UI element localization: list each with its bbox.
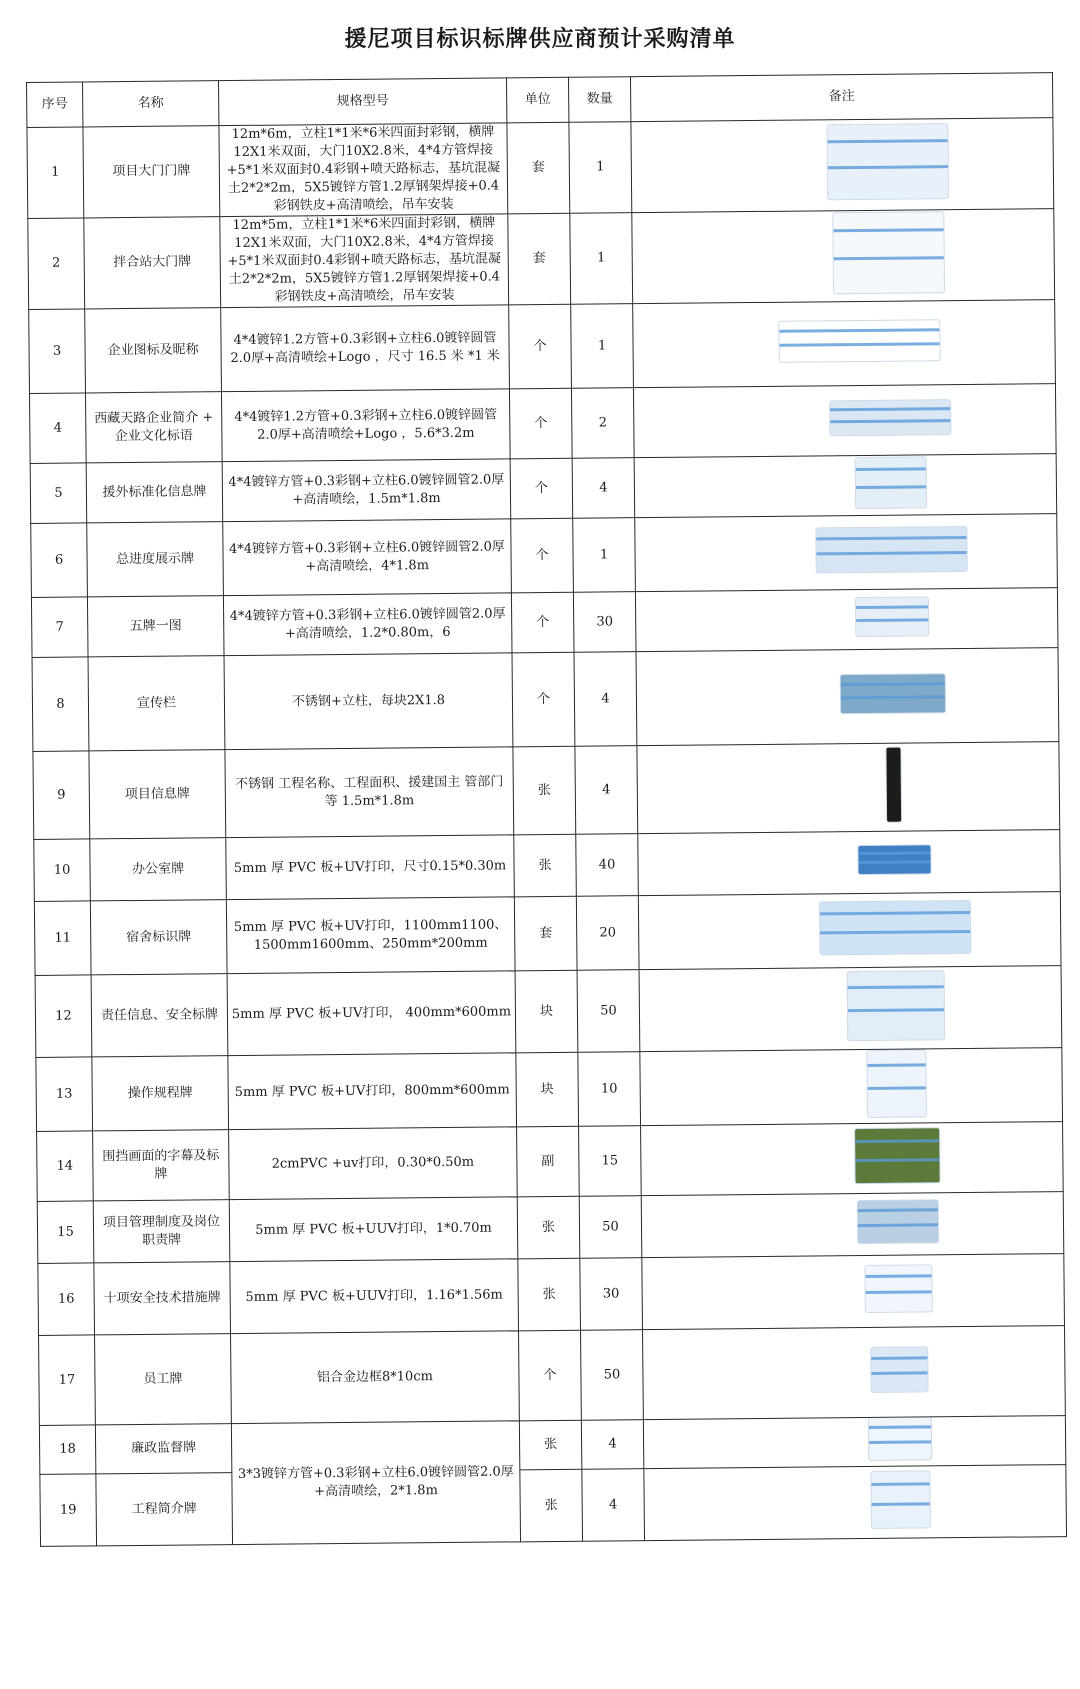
cell-note bbox=[636, 648, 1059, 746]
cell-no: 6 bbox=[31, 523, 88, 598]
cell-unit: 套 bbox=[507, 122, 570, 214]
cell-no: 14 bbox=[37, 1131, 94, 1202]
cell-no: 15 bbox=[37, 1201, 94, 1264]
cell-name: 西藏天路企业简介 + 企业文化标语 bbox=[85, 392, 222, 463]
cell-spec: 12m*6m，立柱1*1米*6米四面封彩钢，横牌12X1米双面，大门10X2.8米，4*4方管焊接+5*1米双面封0.4彩钢+喷天路标志，基坑混凝土2*2*2m，5X5镀锌方管1.2厚钢架焊接+0.4彩钢铁皮+高清喷绘，吊车安装 bbox=[219, 123, 508, 217]
cell-name: 十项安全技术措施牌 bbox=[94, 1262, 231, 1335]
office-sign bbox=[858, 845, 930, 874]
cell-note bbox=[642, 1254, 1065, 1330]
cell-name: 责任信息、安全标牌 bbox=[91, 974, 228, 1057]
table-row bbox=[36, 1048, 1063, 1132]
cell-spec: 5mm 厚 PVC 板+UUV打印，1*0.70m bbox=[229, 1197, 518, 1262]
cell-note bbox=[643, 1416, 1065, 1469]
cell-spec: 12m*5m，立柱1*1米*6米四面封彩钢，横牌12X1米双面，大门10X2.8米，4*4方管焊接+5*1米双面封0.4彩钢+喷天路标志，基坑混凝土2*2*2m，5X5镀锌方管1.2厚钢架焊接+0.4彩钢铁皮+高清喷绘，吊车安装 bbox=[220, 214, 509, 308]
cell-note bbox=[637, 742, 1060, 834]
header-no: 序号 bbox=[27, 82, 83, 128]
cell-note bbox=[635, 588, 1058, 652]
cell-qty: 50 bbox=[577, 970, 640, 1053]
table-row bbox=[29, 384, 1056, 464]
cell-unit: 套 bbox=[514, 896, 577, 971]
progress-board bbox=[816, 526, 966, 571]
cell-name: 办公室牌 bbox=[90, 838, 227, 901]
purchase-table bbox=[26, 72, 1067, 1547]
table-row bbox=[37, 1122, 1064, 1202]
cell-note bbox=[638, 892, 1061, 970]
cell-name: 围挡画面的字幕及标牌 bbox=[93, 1130, 230, 1201]
cell-qty: 4 bbox=[581, 1420, 643, 1470]
cell-note bbox=[635, 514, 1058, 592]
five-boards-one-map bbox=[855, 597, 927, 636]
table-row bbox=[40, 1465, 1067, 1547]
cell-name: 项目管理制度及岗位职责牌 bbox=[93, 1200, 230, 1263]
cell-no: 16 bbox=[38, 1263, 95, 1336]
cell-qty: 4 bbox=[582, 1469, 645, 1542]
cell-qty: 20 bbox=[576, 896, 639, 971]
cell-no: 10 bbox=[34, 839, 91, 902]
cell-note bbox=[633, 384, 1056, 458]
cell-qty: 4 bbox=[572, 458, 635, 519]
cell-spec: 3*3镀锌方管+0.3彩钢+立柱6.0镀锌圆管2.0厚+高清喷绘，2*1.8m bbox=[231, 1421, 520, 1545]
safety-sign bbox=[847, 971, 944, 1040]
cell-spec: 5mm 厚 PVC 板+UV打印，1100mm1100、1500mm1600mm、250mm*200mm bbox=[226, 897, 515, 974]
hoarding-photo bbox=[855, 1128, 940, 1183]
cell-note bbox=[638, 830, 1061, 896]
cell-spec: 4*4镀锌方管+0.3彩钢+立柱6.0镀锌圆管2.0厚+高清喷绘，4*1.8m bbox=[223, 519, 512, 596]
cell-unit: 块 bbox=[516, 1052, 579, 1127]
cell-qty: 10 bbox=[578, 1052, 641, 1127]
cell-no: 7 bbox=[31, 597, 88, 658]
table-row bbox=[34, 830, 1061, 902]
cell-unit: 个 bbox=[511, 592, 574, 653]
cell-unit: 张 bbox=[519, 1420, 581, 1470]
table-row bbox=[38, 1254, 1065, 1336]
cell-name: 项目大门门牌 bbox=[83, 126, 220, 218]
cell-name: 操作规程牌 bbox=[92, 1056, 229, 1131]
cell-note bbox=[641, 1122, 1064, 1196]
cell-qty: 30 bbox=[580, 1258, 643, 1331]
cell-unit: 张 bbox=[518, 1258, 581, 1331]
cell-note bbox=[632, 209, 1055, 304]
cell-spec: 4*4镀锌方管+0.3彩钢+立柱6.0镀锌圆管2.0厚+高清喷绘，1.2*0.80m，6 bbox=[223, 593, 512, 656]
table-row bbox=[27, 118, 1054, 219]
cell-no: 8 bbox=[32, 657, 89, 752]
project-info-sign bbox=[886, 747, 901, 821]
cell-name: 廉政监督牌 bbox=[95, 1424, 231, 1474]
header-spec: 规格型号 bbox=[218, 78, 506, 126]
table-row bbox=[37, 1192, 1064, 1264]
cell-no: 12 bbox=[35, 975, 92, 1058]
table-row bbox=[31, 514, 1058, 598]
cell-name: 员工牌 bbox=[95, 1334, 232, 1425]
employee-badge bbox=[871, 1347, 927, 1392]
info-board-photo bbox=[855, 457, 925, 508]
cell-spec: 5mm 厚 PVC 板+UV打印，800mm*600mm bbox=[228, 1053, 517, 1130]
cell-name: 援外标准化信息牌 bbox=[86, 462, 223, 523]
cell-spec: 4*4镀锌1.2方管+0.3彩钢+立柱6.0镀锌圆管2.0厚+高清喷绘+Logo ，尺寸 16.5 米 *1 米 bbox=[221, 305, 510, 392]
gate-sign-photo bbox=[827, 124, 948, 199]
cell-name: 工程简介牌 bbox=[96, 1473, 233, 1546]
cell-no: 18 bbox=[39, 1425, 95, 1475]
cell-note bbox=[634, 454, 1057, 518]
cell-note bbox=[633, 300, 1056, 388]
cell-spec: 4*4镀锌1.2方管+0.3彩钢+立柱6.0镀锌圆管2.0厚+高清喷绘+Logo ，5.6*3.2m bbox=[221, 389, 510, 462]
cell-no: 11 bbox=[34, 901, 91, 976]
cell-note bbox=[640, 1048, 1063, 1126]
table-row bbox=[30, 454, 1057, 524]
table-row bbox=[32, 648, 1059, 752]
cell-no: 13 bbox=[36, 1057, 93, 1132]
header-unit: 单位 bbox=[506, 77, 568, 123]
table-row bbox=[35, 966, 1062, 1058]
cell-no: 2 bbox=[28, 218, 85, 310]
publicity-board bbox=[840, 674, 944, 713]
safety-measures-board bbox=[865, 1265, 931, 1312]
cell-name: 总进度展示牌 bbox=[87, 522, 224, 597]
header-note: 备注 bbox=[630, 73, 1052, 122]
cell-unit: 套 bbox=[508, 213, 571, 305]
cell-qty: 40 bbox=[576, 834, 639, 897]
cell-spec: 5mm 厚 PVC 板+UV打印， 400mm*600mm bbox=[227, 971, 516, 1056]
cell-spec: 4*4镀锌方管+0.3彩钢+立柱6.0镀锌圆管2.0厚+高清喷绘，1.5m*1.8m bbox=[222, 459, 511, 522]
cell-spec: 不锈钢+立柱，每块2X1.8 bbox=[224, 653, 513, 750]
cell-spec: 5mm 厚 PVC 板+UUV打印，1.16*1.56m bbox=[230, 1259, 519, 1334]
cell-unit: 块 bbox=[515, 970, 578, 1053]
cell-note bbox=[639, 966, 1062, 1052]
cell-unit: 个 bbox=[512, 652, 575, 747]
cell-name: 五牌一图 bbox=[87, 596, 224, 657]
cell-no: 19 bbox=[40, 1474, 97, 1547]
cell-note bbox=[643, 1326, 1066, 1420]
cell-qty: 1 bbox=[571, 304, 634, 389]
cell-qty: 1 bbox=[569, 122, 632, 214]
cell-unit: 个 bbox=[509, 388, 572, 459]
cell-name: 项目信息牌 bbox=[89, 750, 226, 839]
cell-spec: 铝合金边框8*10cm bbox=[231, 1331, 520, 1424]
project-intro-board bbox=[871, 1471, 930, 1528]
cell-qty: 4 bbox=[574, 652, 637, 747]
cell-spec: 5mm 厚 PVC 板+UV打印，尺寸0.15*0.30m bbox=[226, 835, 515, 900]
operation-rules-sign bbox=[867, 1050, 926, 1117]
company-profile-board bbox=[830, 400, 950, 435]
cell-no: 5 bbox=[30, 463, 87, 524]
cell-unit: 张 bbox=[517, 1196, 580, 1259]
cell-name: 宿舍标识牌 bbox=[90, 900, 227, 975]
header-name: 名称 bbox=[83, 81, 219, 127]
supervision-board bbox=[868, 1417, 930, 1460]
cell-spec: 不锈钢 工程名称、工程面积、援建国主 管部门等 1.5m*1.8m bbox=[225, 747, 514, 838]
cell-qty: 4 bbox=[575, 746, 638, 835]
cell-qty: 1 bbox=[570, 213, 633, 305]
table-row bbox=[39, 1326, 1066, 1426]
cell-unit: 个 bbox=[511, 518, 574, 593]
cell-no: 3 bbox=[29, 309, 86, 394]
table-row bbox=[33, 742, 1060, 840]
table-row bbox=[29, 300, 1056, 394]
cell-spec: 2cmPVC +uv打印，0.30*0.50m bbox=[229, 1127, 518, 1200]
table-row bbox=[28, 209, 1055, 310]
cell-name: 宣传栏 bbox=[88, 656, 225, 751]
cell-no: 17 bbox=[39, 1335, 96, 1426]
cell-no: 9 bbox=[33, 751, 90, 840]
cell-unit: 副 bbox=[517, 1126, 580, 1197]
table-row bbox=[31, 588, 1058, 658]
dormitory-signs bbox=[819, 900, 969, 953]
cell-qty: 1 bbox=[573, 518, 636, 593]
cell-name: 企业图标及昵称 bbox=[85, 308, 222, 393]
mixing-station-gate-photo bbox=[833, 212, 944, 293]
cell-unit: 张 bbox=[520, 1469, 583, 1542]
table-body bbox=[27, 118, 1067, 1547]
cell-unit: 个 bbox=[510, 458, 573, 519]
cell-qty: 50 bbox=[581, 1330, 644, 1421]
cell-note bbox=[631, 118, 1054, 213]
cell-name: 拌合站大门牌 bbox=[84, 217, 221, 309]
cell-qty: 2 bbox=[571, 388, 634, 459]
table-row bbox=[34, 892, 1061, 976]
cell-unit: 张 bbox=[514, 834, 577, 897]
cell-no: 4 bbox=[29, 393, 86, 464]
cell-unit: 张 bbox=[513, 746, 576, 835]
page-title: 援尼项目标识标牌供应商预计采购清单 bbox=[344, 27, 736, 52]
cell-qty: 15 bbox=[579, 1126, 642, 1197]
cell-unit: 个 bbox=[509, 304, 572, 389]
cell-note bbox=[641, 1192, 1064, 1258]
cell-note bbox=[644, 1465, 1067, 1541]
header-qty: 数量 bbox=[568, 77, 630, 123]
cell-qty: 50 bbox=[579, 1196, 642, 1259]
cell-no: 1 bbox=[27, 127, 84, 219]
management-rules-board bbox=[857, 1200, 937, 1243]
company-logo-banner bbox=[779, 320, 939, 362]
cell-qty: 30 bbox=[573, 592, 636, 653]
cell-unit: 个 bbox=[519, 1330, 582, 1421]
